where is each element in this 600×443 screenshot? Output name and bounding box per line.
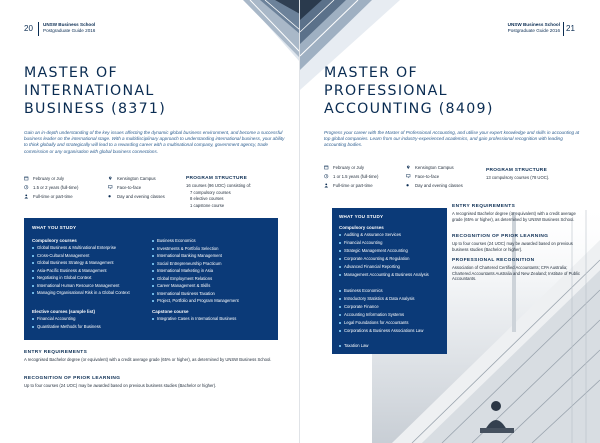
program-structure-summary: 16 courses (96 UOC) consisting of:: [186, 183, 252, 188]
fact-campus: Kensington Campus: [415, 165, 454, 170]
professional-recognition-title: PROFESSIONAL RECOGNITION: [452, 258, 535, 263]
program-structure-item: 7 compulsory courses: [190, 189, 231, 195]
entry-requirements-text: A recognised Bachelor degree (or equivalent) with a credit average grade (65% or higher), as determined by UNSW Business School.: [452, 211, 576, 222]
location-icon: [108, 176, 113, 181]
fact-duration: 1 or 1.5 years (full-time): [333, 174, 379, 179]
sun-moon-icon: [406, 183, 411, 188]
program-structure-title: PROGRAM STRUCTURE: [186, 176, 248, 181]
person-icon: [324, 183, 329, 188]
elective-title: Elective courses (sample list): [32, 309, 96, 314]
rpl-title: RECOGNITION OF PRIOR LEARNING: [24, 376, 121, 381]
list-item: Integrative Cases in International Business: [152, 316, 272, 321]
person-icon: [24, 194, 29, 199]
list-item: Corporate Finance: [339, 304, 443, 309]
fact-mode: Full-time or part-time: [333, 183, 373, 188]
title-line: MASTER OF: [24, 65, 118, 81]
list-item: Corporate Accounting & Regulation: [339, 256, 443, 261]
rpl-title: RECOGNITION OF PRIOR LEARNING: [452, 234, 549, 239]
list-item: Legal Foundations for Accountants: [339, 320, 443, 325]
list-item: Global Employment Relations: [152, 276, 272, 281]
what-you-study-panel: [24, 218, 278, 340]
program-intro: Gain an in-depth understanding of the key issues affecting the dynamic global business environment, and become a successful business leader on the international stage. With a multidisciplinary approach to understanding international business, your ability to think globally and strategically will lead to a rewarding career with a multinational company, government agency, trade commission or any organisation with global business connections.: [24, 130, 285, 154]
title-line: PROFESSIONAL: [324, 83, 448, 99]
fact-times: Day and evening classes: [415, 183, 463, 188]
list-item: Introductory Statistics & Data Analysis: [339, 296, 443, 301]
list-item: Financial Accounting: [32, 316, 147, 321]
header-guide: Postgraduate Guide 2016: [43, 28, 96, 33]
fact-delivery: Face-to-face: [117, 185, 142, 190]
list-item: Auditing & Assurance Services: [339, 232, 443, 237]
capstone-title: Capstone course: [152, 309, 189, 314]
running-header: [43, 22, 95, 34]
header-school: UNSW Business School: [507, 22, 560, 27]
list-item: International Banking Management: [152, 253, 272, 258]
program-intro: Progress your career with the Master of Professional Accounting, and utilise your expert knowledge and skills in accounting at top global companies. Learn from our industry-experienced academics, and gain professional recognition with leading accounting bodies.: [324, 130, 580, 148]
study-title: WHAT YOU STUDY: [339, 214, 384, 219]
list-item: Global Business & Multinational Enterprise: [32, 245, 147, 250]
program-structure-summary: 13 compulsory courses (78 UOC).: [486, 175, 550, 180]
clock-icon: [24, 185, 29, 190]
right-page: [300, 0, 600, 443]
list-item: Negotiating in Global Context: [32, 275, 147, 280]
program-structure-item: 1 capstone course: [190, 202, 225, 208]
calendar-icon: [324, 165, 329, 170]
rpl-text: Up to four courses (24 UOC) may be awarded based on previous business studies (Bachelor or higher).: [24, 383, 217, 388]
program-structure-title: PROGRAM STRUCTURE: [486, 168, 548, 173]
list-item: Financial Accounting: [339, 240, 443, 245]
sun-moon-icon: [108, 194, 113, 199]
list-item: Social Entrepreneurship Practicum: [152, 261, 272, 266]
list-item: International Human Resource Management: [32, 283, 147, 288]
list-item: Corporations & Business Associations Law: [339, 328, 429, 333]
fact-campus: Kensington Campus: [117, 176, 156, 181]
list-item: Asia-Pacific Business & Management: [32, 268, 147, 273]
list-item: Quantitative Methods for Business: [32, 324, 147, 329]
presentation-icon: [108, 185, 113, 190]
what-you-study-panel: [332, 208, 447, 354]
list-item: Investments & Portfolio Selection: [152, 246, 272, 251]
program-title: [24, 64, 166, 118]
study-title: WHAT YOU STUDY: [32, 225, 77, 230]
list-item: Business Economics: [152, 238, 272, 243]
list-item: Career Management & Skills: [152, 283, 272, 288]
header-school: UNSW Business School: [43, 22, 96, 27]
title-line: ACCOUNTING (8409): [324, 101, 494, 117]
professional-recognition-text: Association of Chartered Certified Accountants; CPA Australia; Chartered Accountants Australia and New Zealand; Institute of Public Accountants.: [452, 265, 581, 282]
header-divider: [563, 22, 564, 36]
calendar-icon: [24, 176, 29, 181]
entry-requirements-title: ENTRY REQUIREMENTS: [24, 350, 88, 355]
entry-requirements-title: ENTRY REQUIREMENTS: [452, 204, 516, 209]
rpl-text: Up to four courses (24 UOC) may be awarded based on previous business studies (Bachelor or higher).: [452, 241, 573, 252]
fact-mode: Full-time or part-time: [33, 194, 73, 199]
left-corner-photo: [205, 0, 300, 62]
header-divider: [38, 22, 39, 36]
list-item: International Marketing in Asia: [152, 268, 272, 273]
page-number: 21: [566, 24, 575, 33]
fact-duration: 1.5 or 2 years (full-time): [33, 185, 79, 190]
running-header: [500, 22, 560, 34]
title-line: MASTER OF: [324, 65, 418, 81]
list-item: Accounting Information Systems: [339, 312, 443, 317]
presentation-icon: [406, 174, 411, 179]
list-item: Management Accounting & Business Analysis: [339, 272, 429, 277]
list-item: International Business Taxation: [152, 291, 272, 296]
title-line: BUSINESS (8371): [24, 101, 167, 117]
list-item: Cross-Cultural Management: [32, 253, 147, 258]
list-item: Strategic Management Accounting: [339, 248, 443, 253]
title-line: INTERNATIONAL: [24, 83, 155, 99]
page-number: 20: [24, 24, 33, 33]
fact-times: Day and evening classes: [117, 194, 165, 199]
header-guide: Postgraduate Guide 2016: [507, 28, 560, 33]
fact-intake: February or July: [33, 176, 65, 181]
list-item: Global Business Strategy & Management: [32, 260, 147, 265]
location-icon: [406, 165, 411, 170]
program-structure-item: 8 elective courses: [190, 196, 224, 201]
fact-delivery: Face-to-face: [415, 174, 440, 179]
entry-requirements-text: A recognised Bachelor degree (or equivalent) with a credit average grade (65% or higher), as determined by UNSW Business School.: [24, 357, 272, 362]
list-item: Project, Portfolio and Program Management: [152, 298, 272, 303]
clock-icon: [324, 174, 329, 179]
list-item: Taxation Law: [339, 343, 443, 348]
list-item: Advanced Financial Reporting: [339, 264, 443, 269]
list-item: Business Economics: [339, 288, 443, 293]
compulsory-title: Compulsory courses: [339, 225, 384, 230]
list-item: Managing Organisational Risk in a Global Context: [32, 290, 142, 295]
fact-intake: February or July: [333, 165, 365, 170]
program-title: [324, 64, 494, 118]
compulsory-title: Compulsory courses: [32, 238, 77, 243]
